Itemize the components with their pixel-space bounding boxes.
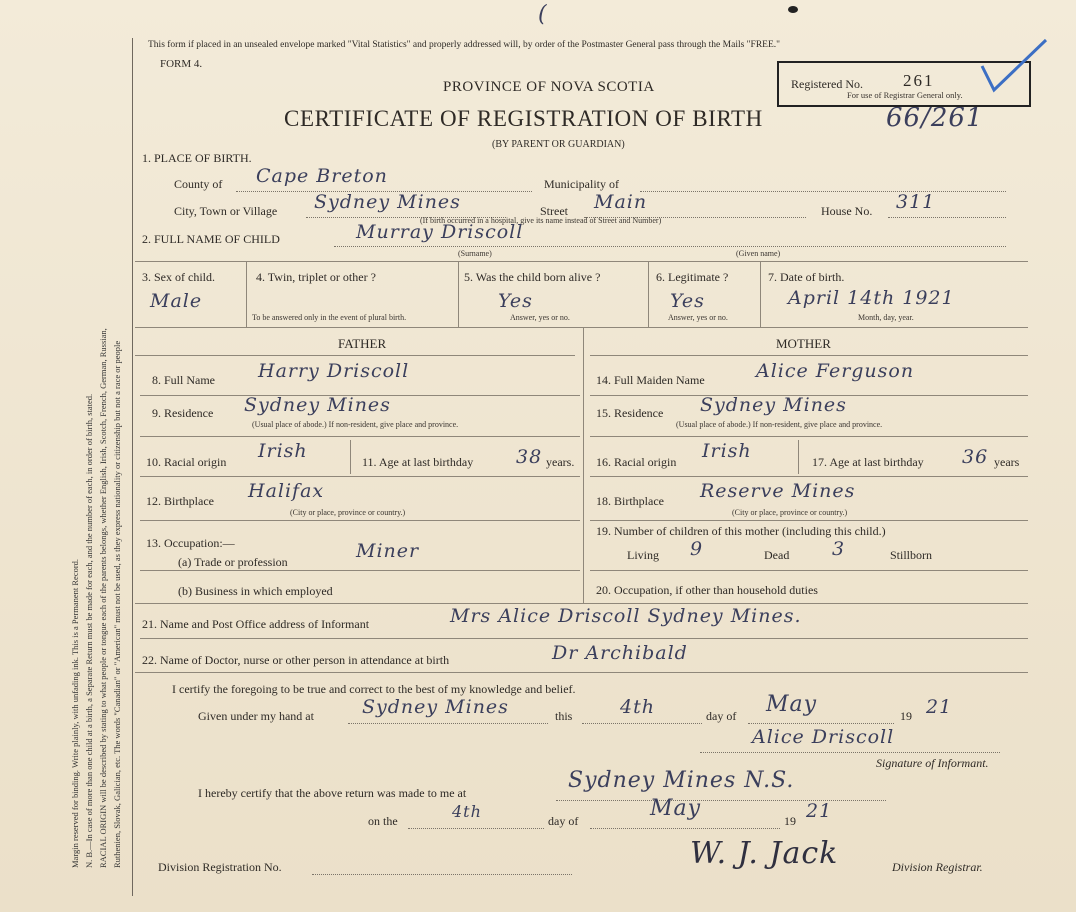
father-trade-value: Miner bbox=[356, 540, 420, 562]
father-trade-label: (a) Trade or profession bbox=[178, 555, 288, 569]
legitimate-label: 6. Legitimate ? bbox=[656, 270, 729, 284]
registrar-on-label: on the bbox=[368, 814, 398, 828]
top-mark: ( bbox=[538, 2, 548, 27]
city-value: Sydney Mines bbox=[314, 191, 461, 213]
division-registrar-label: Division Registrar. bbox=[892, 860, 983, 874]
father-occupation-label: 13. Occupation:— bbox=[146, 536, 235, 550]
certify-dayof-label: day of bbox=[706, 709, 737, 723]
handwritten-reference: 66/261 bbox=[886, 103, 984, 133]
father-racial-label: 10. Racial origin bbox=[146, 455, 227, 469]
registrar-text: I hereby certify that the above return was made to me at bbox=[198, 786, 467, 800]
registrar-year: 21 bbox=[806, 800, 833, 822]
father-birthplace-note: (City or place, province or country.) bbox=[290, 508, 406, 517]
alive-note: Answer, yes or no. bbox=[510, 313, 570, 322]
mother-age-years: years bbox=[994, 455, 1020, 469]
form-number: FORM 4. bbox=[160, 58, 203, 70]
street-value: Main bbox=[594, 191, 648, 213]
registered-note: For use of Registrar General only. bbox=[847, 90, 963, 100]
mother-occupation-label: 20. Occupation, if other than household duties bbox=[596, 583, 818, 597]
hospital-note: (If birth occurred in a hospital, give its name instead of Street and Number) bbox=[420, 216, 662, 225]
mother-dead-value: 3 bbox=[832, 538, 846, 560]
child-name-value: Murray Driscoll bbox=[356, 221, 524, 243]
mother-age-value: 36 bbox=[962, 446, 989, 468]
mother-stillborn-label: Stillborn bbox=[890, 548, 933, 562]
certify-this-label: this bbox=[555, 709, 573, 723]
twin-note: To be answered only in the event of plural birth. bbox=[252, 313, 407, 322]
margin-note-3: RACIAL ORIGIN will be described by stating to what people or tongue each of the parents belongs, whether English, Irish, Scotch, French, German, Russian, bbox=[98, 328, 108, 868]
margin-note-4: Ruthenien, Slovak, Galician, etc. The words "Canadian" or "American" must not be used, as they express nationality or citizenship but not a race or people bbox=[112, 340, 122, 868]
mother-age-label: 17. Age at last birthday bbox=[812, 455, 924, 469]
certify-text: I certify the foregoing to be true and correct to the best of my knowledge and belief. bbox=[172, 682, 576, 696]
dob-value: April 14th 1921 bbox=[788, 287, 955, 309]
dob-note: Month, day, year. bbox=[858, 313, 914, 322]
mother-heading: MOTHER bbox=[776, 336, 831, 351]
father-business-label: (b) Business in which employed bbox=[178, 584, 333, 598]
margin-note-2: N. B.—In case of more than one child at a birth, a Separate Return must be made for each, and the number of each, in order of birth, stated. bbox=[84, 393, 94, 868]
registrar-dayof-label: day of bbox=[548, 814, 579, 828]
county-value: Cape Breton bbox=[256, 165, 388, 187]
dob-label: 7. Date of birth. bbox=[768, 270, 845, 284]
province-heading: PROVINCE OF NOVA SCOTIA bbox=[443, 79, 655, 95]
mother-children-label: 19. Number of children of this mother (including this child.) bbox=[596, 524, 886, 538]
mother-living-value: 9 bbox=[690, 538, 704, 560]
father-age-label: 11. Age at last birthday bbox=[362, 455, 474, 469]
sex-value: Male bbox=[150, 290, 203, 312]
father-residence-value: Sydney Mines bbox=[244, 394, 391, 416]
place-of-birth-heading: 1. PLACE OF BIRTH. bbox=[142, 151, 252, 165]
county-label: County of bbox=[174, 177, 223, 191]
house-label: House No. bbox=[821, 204, 873, 218]
mother-name-label: 14. Full Maiden Name bbox=[596, 373, 705, 387]
father-age-value: 38 bbox=[516, 446, 543, 468]
twin-label: 4. Twin, triplet or other ? bbox=[256, 270, 376, 284]
father-name-label: 8. Full Name bbox=[152, 373, 215, 387]
certify-place: Sydney Mines bbox=[362, 696, 509, 718]
informant-signature-label: Signature of Informant. bbox=[876, 756, 989, 770]
registrar-day: 4th bbox=[452, 802, 482, 821]
street-label: Street bbox=[540, 204, 568, 218]
mother-residence-value: Sydney Mines bbox=[700, 394, 847, 416]
house-value: 311 bbox=[896, 191, 936, 213]
registered-number: 261 bbox=[903, 71, 935, 90]
registrar-signature: W. J. Jack bbox=[690, 836, 839, 871]
certify-year: 21 bbox=[926, 696, 953, 718]
registrar-month: May bbox=[650, 796, 702, 821]
father-racial-value: Irish bbox=[258, 440, 308, 462]
sex-label: 3. Sex of child. bbox=[142, 270, 215, 284]
mother-name-value: Alice Ferguson bbox=[756, 360, 915, 382]
doctor-value: Dr Archibald bbox=[552, 642, 688, 664]
certificate-subtitle: (BY PARENT OR GUARDIAN) bbox=[492, 139, 625, 150]
mother-residence-label: 15. Residence bbox=[596, 406, 664, 420]
mother-birthplace-label: 18. Birthplace bbox=[596, 494, 664, 508]
alive-label: 5. Was the child born alive ? bbox=[464, 270, 601, 284]
father-residence-label: 9. Residence bbox=[152, 406, 214, 420]
mail-note: This form if placed in an unsealed envelope marked "Vital Statistics" and properly addressed will, by order of the Postmaster General pass through the Mails "FREE." bbox=[148, 40, 781, 50]
city-label: City, Town or Village bbox=[174, 204, 278, 218]
margin-note-1: Margin reserved for binding. Write plainly, with unfading ink. This is a Permanent Record. bbox=[70, 558, 80, 868]
punch-hole bbox=[788, 6, 798, 13]
registrar-place: Sydney Mines N.S. bbox=[568, 768, 795, 793]
doctor-label: 22. Name of Doctor, nurse or other person in attendance at birth bbox=[142, 653, 450, 667]
margin-rule bbox=[132, 38, 133, 896]
informant-label: 21. Name and Post Office address of Informant bbox=[142, 617, 370, 631]
child-name-label: 2. FULL NAME OF CHILD bbox=[142, 232, 280, 246]
municipality-label: Municipality of bbox=[544, 177, 619, 191]
surname-note: (Surname) bbox=[458, 249, 492, 258]
mother-birthplace-note: (City or place, province or country.) bbox=[732, 508, 848, 517]
certify-year-prefix: 19 bbox=[900, 709, 912, 723]
division-registration-label: Division Registration No. bbox=[158, 860, 282, 874]
given-name-note: (Given name) bbox=[736, 249, 781, 258]
mother-abode-note: (Usual place of abode.) If non-resident, give place and province. bbox=[676, 420, 883, 429]
mother-racial-value: Irish bbox=[702, 440, 752, 462]
certify-given-label: Given under my hand at bbox=[198, 709, 314, 723]
alive-value: Yes bbox=[498, 290, 533, 312]
mother-racial-label: 16. Racial origin bbox=[596, 455, 677, 469]
mother-birthplace-value: Reserve Mines bbox=[700, 480, 856, 502]
father-name-value: Harry Driscoll bbox=[258, 360, 410, 382]
informant-value: Mrs Alice Driscoll Sydney Mines. bbox=[450, 605, 802, 627]
mother-living-label: Living bbox=[627, 548, 659, 562]
father-heading: FATHER bbox=[338, 336, 387, 351]
father-birthplace-value: Halifax bbox=[248, 480, 325, 502]
certify-month: May bbox=[766, 692, 818, 717]
registrar-year-prefix: 19 bbox=[784, 814, 796, 828]
legitimate-value: Yes bbox=[670, 290, 705, 312]
check-mark-icon bbox=[980, 36, 1050, 96]
mother-dead-label: Dead bbox=[764, 548, 790, 562]
certificate-title: CERTIFICATE OF REGISTRATION OF BIRTH bbox=[284, 106, 763, 131]
father-birthplace-label: 12. Birthplace bbox=[146, 494, 214, 508]
registered-label: Registered No. bbox=[791, 77, 863, 91]
father-age-years: years. bbox=[546, 455, 575, 469]
certify-day: 4th bbox=[620, 696, 655, 718]
father-abode-note: (Usual place of abode.) If non-resident, give place and province. bbox=[252, 420, 459, 429]
legitimate-note: Answer, yes or no. bbox=[668, 313, 728, 322]
informant-signature: Alice Driscoll bbox=[752, 726, 895, 748]
